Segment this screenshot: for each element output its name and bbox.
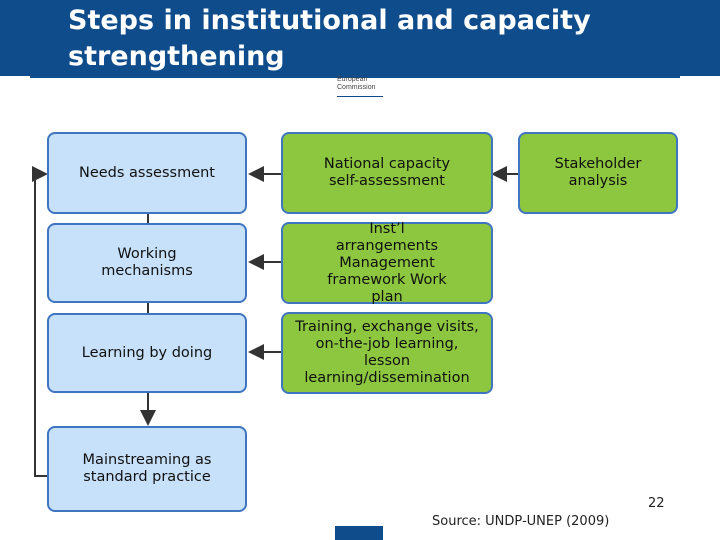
stakeholder-analysis-label: Stakeholder analysis [554, 156, 642, 189]
page-number: 22 [648, 496, 665, 511]
mainstreaming-box [47, 426, 247, 512]
page-title: Steps in institutional and capacity strengthening [68, 5, 591, 72]
eu-flag-footer [335, 526, 383, 540]
logo-line-2: Commission [337, 84, 376, 91]
learning-by-doing-label: Learning by doing [81, 344, 213, 361]
national-capacity-box [281, 132, 493, 214]
training-label: Training, exchange visits, on-the-job learning, lesson learning/dissemination [295, 319, 479, 386]
needs-assessment-label: Needs assessment [78, 164, 215, 181]
training-box [281, 312, 493, 394]
stakeholder-analysis-box [518, 132, 678, 214]
working-mechanisms-box [47, 223, 247, 303]
inst-arrangements-box [281, 222, 493, 304]
working-mechanisms-label: Working mechanisms [101, 246, 193, 279]
inst-arrangements-label: Inst’l arrangements Management framework Work plan [327, 220, 447, 305]
source-citation: Source: UNDP-UNEP (2009) [432, 514, 610, 529]
national-capacity-label: National capacity self-assessment [323, 156, 451, 189]
logo-line-1: European [337, 76, 368, 83]
mainstreaming-label: Mainstreaming as standard practice [82, 452, 212, 485]
feedback-loop-arrow [35, 174, 47, 476]
learning-by-doing-box [47, 313, 247, 393]
needs-assessment-box [47, 132, 247, 214]
